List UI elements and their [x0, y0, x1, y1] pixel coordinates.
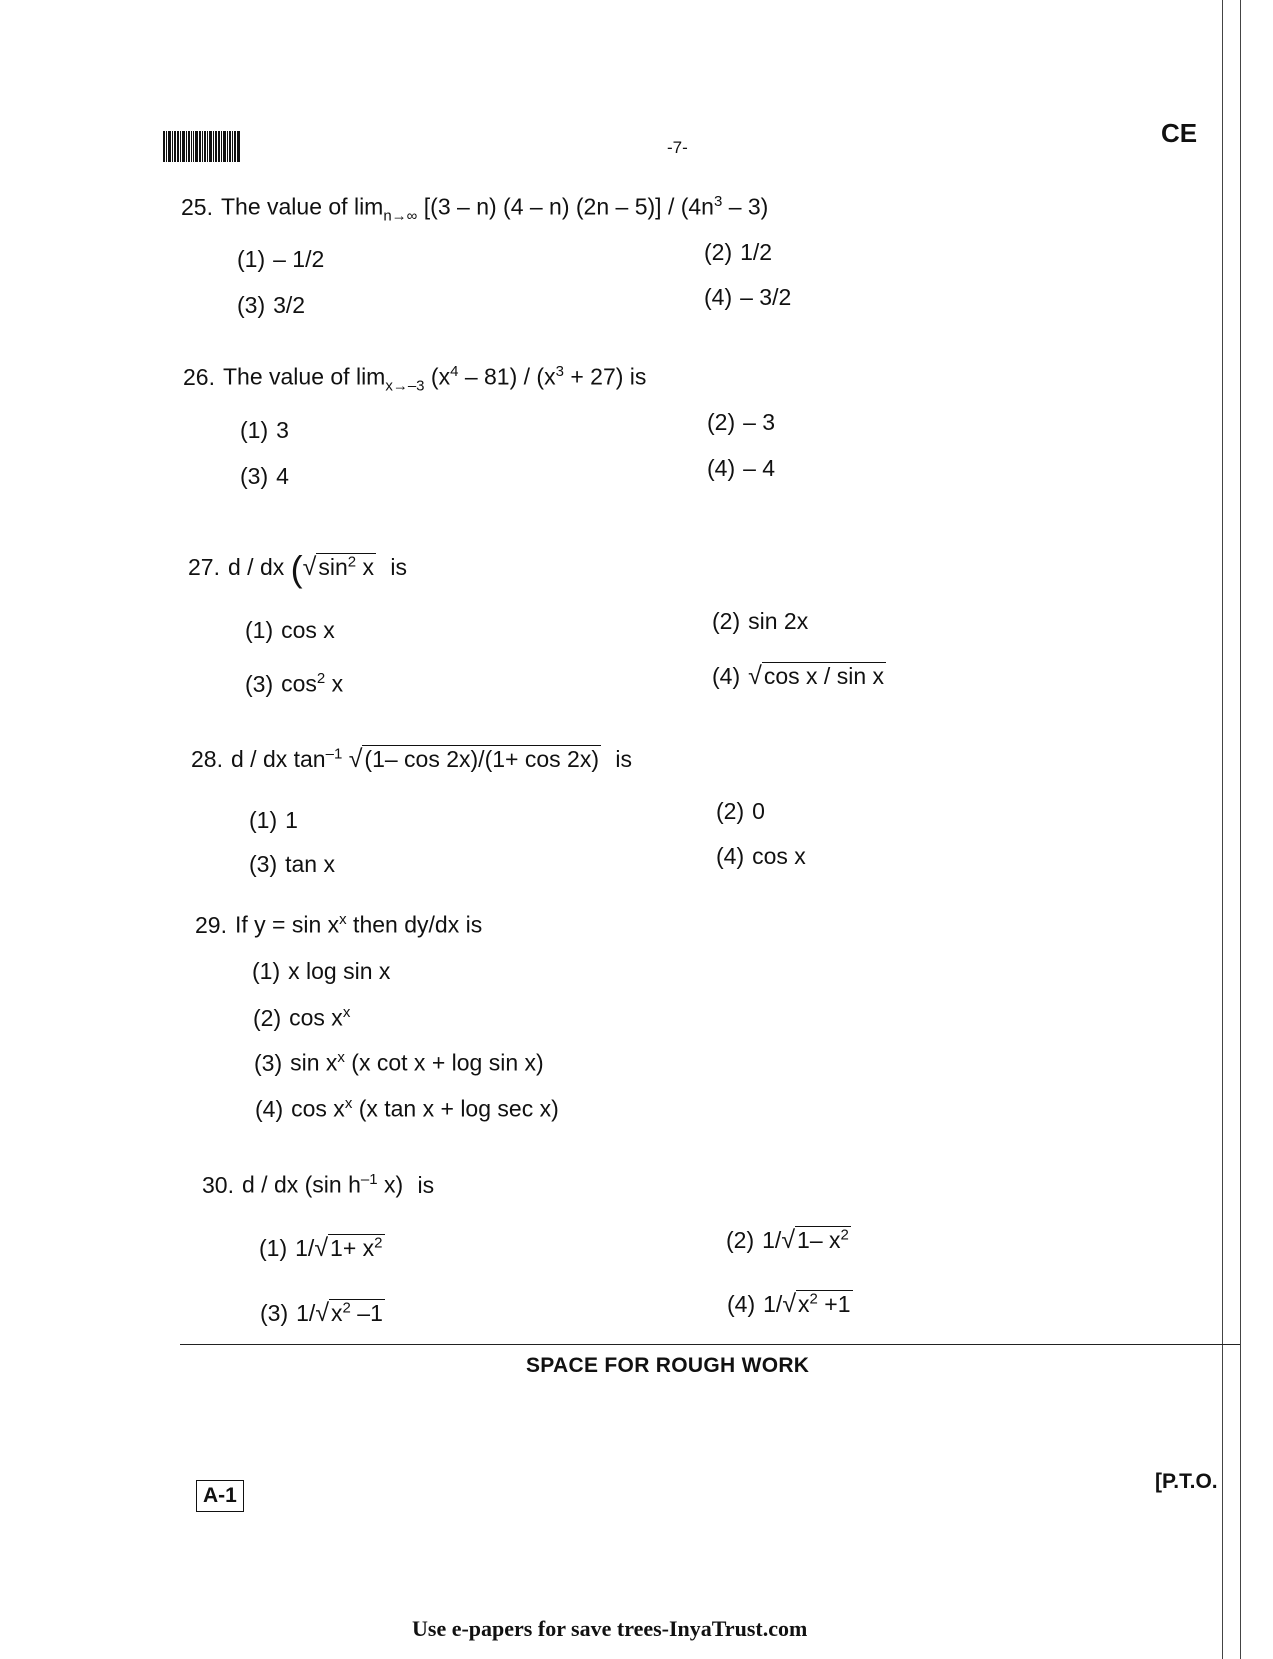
q27-option-4: (4) √cos x / sin x: [712, 662, 885, 690]
q25-option-2: (2) 1/2: [704, 239, 773, 265]
page-number: -7-: [667, 138, 688, 157]
q26-option-2: (2) – 3: [707, 409, 776, 435]
q25-option-1: (1) – 1/2: [237, 246, 325, 272]
margin-line: [1240, 0, 1241, 1659]
q26-option-3: (3) 4: [240, 463, 289, 489]
question-26: 26. The value of $\lim_{x\to-3} (x^4 - 81) / (x^3 + 27)$ is: [183, 363, 647, 395]
q30-option-3: (3) $1/√x^2$ –1: [260, 1299, 383, 1327]
q27-option-3: (3) $\cos^2 x$: [245, 670, 344, 697]
q29-option-3: (3) $\sin x^x$ (x cot x + log sin x): [254, 1049, 544, 1076]
q26-option-1: (1) 3: [240, 417, 289, 443]
q29-option-2: (2) $\cos x^x$: [253, 1004, 351, 1031]
q27-option-1: (1) cos x: [245, 617, 335, 643]
q29-option-1: (1) x log sin x: [252, 958, 391, 984]
q28-option-2: (2) 0: [716, 798, 765, 824]
set-code-box: A-1: [196, 1480, 244, 1512]
q28-option-1: (1) 1: [249, 807, 298, 833]
q25-option-4: (4) – 3/2: [704, 284, 792, 310]
q28-option-3: (3) tan x: [249, 851, 335, 877]
question-25: 25. The value of $\lim_{n\to\infty} [(3 - n)$ (4 – n) $(2n - 5)] / (4n^3 - 3)$: [181, 193, 769, 225]
q25-option-3: (3) 3/2: [237, 292, 306, 318]
margin-line: [1222, 0, 1223, 1659]
q30-option-2: (2) 1/√1– $x^2$: [726, 1226, 849, 1254]
subject-code: CE: [1161, 118, 1198, 148]
pto-label: [P.T.O.: [1155, 1470, 1218, 1493]
question-27: 27. d / dx ($√\sin^2$ x is: [188, 548, 408, 589]
rough-work-heading: SPACE FOR ROUGH WORK: [526, 1354, 810, 1377]
barcode: [163, 131, 256, 162]
divider: [180, 1344, 1240, 1345]
q28-option-4: (4) cos x: [716, 843, 806, 869]
question-29: 29. If $y = \sin x^x$ then dy/dx is: [195, 911, 483, 938]
q29-option-4: (4) $\cos x^x$ (x tan x + log sec x): [255, 1095, 559, 1122]
q27-option-2: (2) sin 2x: [712, 608, 809, 634]
question-28: 28. d / dx $\tan^{-1} √(1-$ cos 2x)/(1+ cos 2x) is: [191, 745, 632, 773]
footer-credit: Use e-papers for save trees-InyaTrust.com: [412, 1616, 808, 1641]
question-30: 30. d / dx (sin $h^{-1}$ x) is: [202, 1171, 435, 1198]
q30-option-1: (1) $1/√1+ x^2$: [259, 1234, 383, 1262]
q30-option-4: (4) $1/√x^2 +1$: [727, 1290, 851, 1318]
q26-option-4: (4) – 4: [707, 455, 776, 481]
